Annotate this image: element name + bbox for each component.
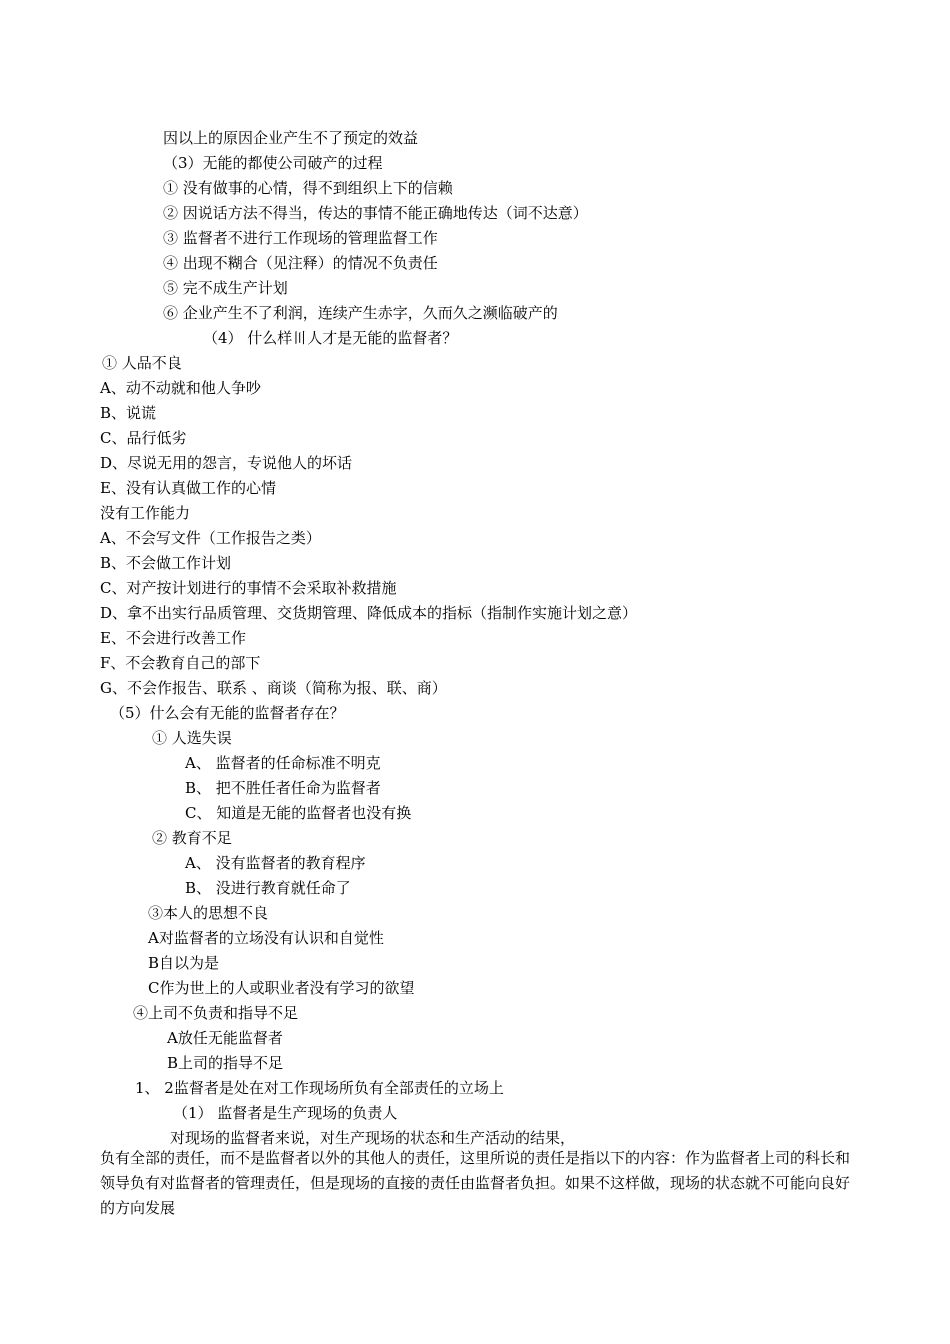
list-item: C、 知道是无能的监督者也没有换: [185, 804, 412, 822]
list-item: A、 没有监督者的教育程序: [185, 854, 366, 872]
list-item: C、对产按计划进行的事情不会采取补救措施: [100, 579, 397, 597]
list-item: C、品行低劣: [100, 429, 187, 447]
list-item: G、不会作报告、联系 、商谈（简称为报、联、商）: [100, 679, 447, 697]
list-item: ⑥ 企业产生不了利润，连续产生赤字，久而久之濒临破产的: [163, 304, 558, 322]
list-item: E、没有认真做工作的心情: [100, 479, 276, 497]
list-item: ① 人选失误: [152, 729, 232, 747]
list-item: ③本人的思想不良: [148, 904, 269, 922]
list-item: ① 人品不良: [102, 354, 182, 372]
section-heading-5: （5）什么会有无能的监督者存在？: [110, 704, 345, 722]
subheading: 没有工作能力: [100, 504, 191, 522]
list-item: A对监督者的立场没有认识和自觉性: [148, 929, 384, 947]
list-item: C作为世上的人或职业者没有学习的欲望: [148, 979, 415, 997]
list-item: F、不会教育自己的部下: [100, 654, 261, 672]
list-item: E、不会进行改善工作: [100, 629, 246, 647]
list-item: ④ 出现不糊合（见注释）的情况不负责任: [163, 254, 438, 272]
list-item: B、 没进行教育就任命了: [185, 879, 351, 897]
list-item: B、说谎: [100, 404, 157, 422]
section-heading-4: （4） 什么样〣人才是无能的监督者？: [203, 329, 458, 347]
list-item: B、不会做工作计划: [100, 554, 232, 572]
subheading: （1） 监督者是生产现场的负责人: [173, 1104, 398, 1122]
section-heading-3: （3）无能的都使公司破产的过程: [163, 154, 383, 172]
list-item: A放任无能监督者: [167, 1029, 283, 1047]
list-item: ④上司不负责和指导不足: [133, 1004, 299, 1022]
list-item: A、不会写文件（工作报告之类）: [100, 529, 321, 547]
list-item: B、 把不胜任者任命为监督者: [185, 779, 381, 797]
list-item: ② 教育不足: [152, 829, 232, 847]
list-item: ③ 监督者不进行工作现场的管理监督工作: [163, 229, 438, 247]
list-item: D、尽说无用的怨言，专说他人的坏话: [100, 454, 353, 472]
list-item: B上司的指导不足: [167, 1054, 284, 1072]
list-item: ⑤ 完不成生产计划: [163, 279, 288, 297]
text-line: 因以上的原因企业产生不了预定的效益: [163, 129, 419, 147]
list-item: A、 监督者的任命标准不明克: [185, 754, 381, 772]
list-item: ① 没有做事的心情，得不到组织上下的信赖: [163, 179, 453, 197]
list-item: A、动不动就和他人争吵: [100, 379, 261, 397]
body-paragraph: 负有全部的责任，而不是监督者以外的其他人的责任，这里所说的责任是指以下的内容：作为监督者上司的科长和领导负有对监督者的管理责任，但是现场的直接的责任由监督者负担。如果不这样做，现场的状态就不可能向良好的方向发展: [100, 1149, 851, 1217]
list-item: B自以为是: [148, 954, 220, 972]
list-item: D、拿不出实行品质管理、交货期管理、降低成本的指标（指制作实施计划之意）: [100, 604, 638, 622]
section-heading: 1、 2监督者是处在对工作现场所负有全部责任的立场上: [135, 1079, 504, 1097]
list-item: ② 因说话方法不得当，传达的事情不能正确地传达（词不达意）: [163, 204, 588, 222]
text-line: 对现场的监督者来说，对生产现场的状态和生产活动的结果，: [170, 1129, 576, 1147]
